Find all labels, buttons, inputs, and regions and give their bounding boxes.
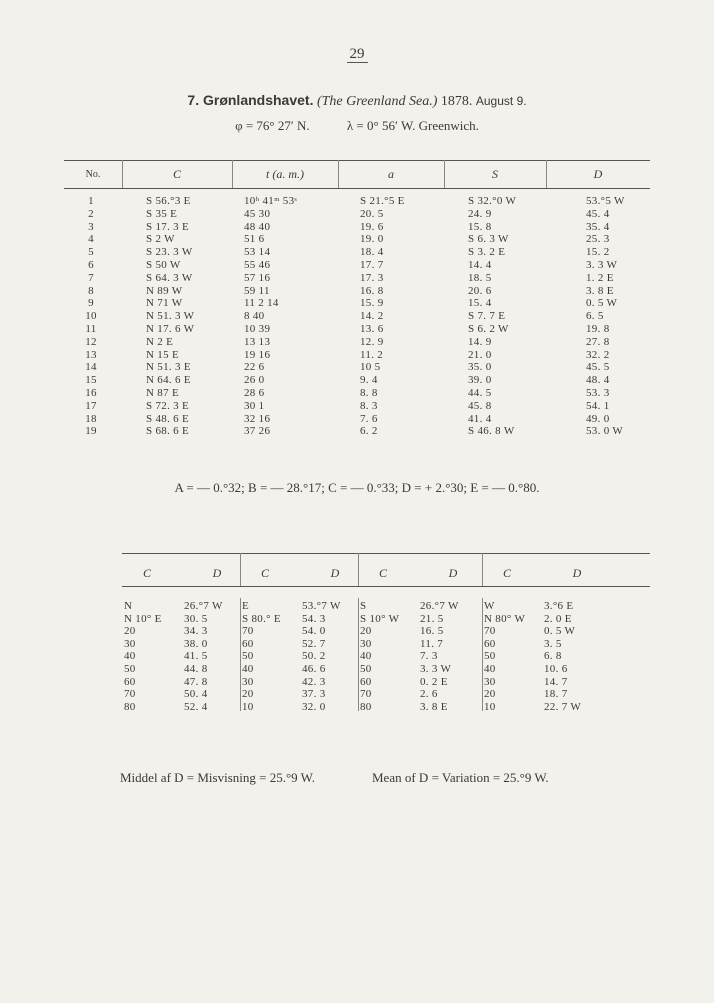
table-cell-a: 11. 2 — [360, 348, 384, 361]
table-cell-s: 39. 0 — [468, 374, 492, 387]
table-cell-no: 19 — [85, 425, 97, 438]
table-cell-no: 4 — [88, 233, 94, 246]
table-cell-c: 40 — [360, 650, 372, 663]
table-cell-d: 26.°7 W — [184, 600, 223, 612]
table-cell-no: 12 — [85, 335, 97, 348]
table-cell-t: 26 0 — [244, 374, 265, 387]
table-cell-t: 32 16 — [244, 412, 271, 425]
table-cell-no: 1 — [88, 195, 94, 207]
table-top-rule — [122, 553, 650, 554]
table-cell-c: 20 — [360, 625, 372, 638]
table-cell-c: S 56.°3 E — [146, 195, 191, 207]
table-cell-d: 45. 5 — [586, 361, 610, 374]
table-cell-c: 60 — [124, 675, 136, 688]
table-cell-a: 19. 6 — [360, 220, 384, 233]
table-cell-a: 16. 8 — [360, 284, 384, 297]
table-header-rule — [64, 188, 650, 189]
table-cell-s: S 3. 2 E — [468, 246, 506, 259]
table-cell-d: 32. 2 — [586, 348, 610, 361]
table-cell-d: 45. 4 — [586, 207, 610, 220]
table-cell-d: 54. 1 — [586, 399, 610, 412]
table-cell-d: 18. 7 — [544, 688, 568, 701]
table-cell-s: S 46. 8 W — [468, 425, 515, 438]
table-cell-s: 14. 4 — [468, 259, 492, 271]
table-cell-c: 30 — [242, 675, 254, 688]
table-cell-c: 60 — [242, 637, 254, 650]
column-header: C — [172, 167, 181, 181]
table-cell-no: 11 — [85, 323, 97, 335]
column-header: S — [492, 167, 498, 181]
table-cell-d: 3. 8 E — [420, 700, 448, 713]
table-cell-s: 20. 6 — [468, 284, 492, 297]
column-header: D — [572, 566, 582, 580]
table-cell-c: 10 — [242, 700, 254, 713]
page-number: 29 — [0, 46, 714, 63]
table-cell-s: 35. 0 — [468, 361, 492, 374]
table-cell-d: 53. 3 — [586, 387, 610, 399]
table-cell-c: 20 — [242, 688, 254, 701]
table-cell-no: 2 — [88, 207, 94, 220]
table-cell-c: 70 — [360, 688, 372, 701]
table-cell-d: 46. 6 — [302, 663, 326, 675]
table-cell-d: 11. 7 — [420, 637, 444, 650]
table-cell-c: S — [360, 600, 367, 612]
table-cell-s: 15. 8 — [468, 220, 492, 233]
table-cell-c: N 87 E — [146, 387, 179, 399]
table-cell-d: 34. 3 — [184, 625, 208, 638]
table-cell-c: 60 — [484, 637, 496, 650]
footer-english: Mean of D = Variation = 25.°9 W. — [372, 770, 549, 785]
table-cell-d: 32. 0 — [302, 700, 326, 713]
table-cell-d: 3. 3 W — [586, 259, 618, 271]
table-cell-no: 9 — [88, 297, 94, 310]
table-cell-s: 44. 5 — [468, 387, 492, 399]
table-cell-d: 42. 3 — [302, 675, 326, 688]
column-header: C — [142, 566, 151, 580]
table-cell-d: 27. 8 — [586, 335, 610, 348]
table-cell-t: 10 39 — [244, 323, 271, 335]
column-header: D — [448, 566, 458, 580]
table-cell-a: S 21.°5 E — [360, 195, 405, 207]
table-cell-no: 8 — [88, 284, 94, 297]
table-cell-t: 19 16 — [244, 348, 271, 361]
table-cell-a: 13. 6 — [360, 323, 384, 335]
table-cell-no: 6 — [88, 259, 94, 271]
table-cell-d: 19. 8 — [586, 323, 610, 335]
table-cell-d: 21. 5 — [420, 612, 444, 625]
table-cell-c: 60 — [360, 675, 372, 688]
coefficients-formula: A = — 0.°32; B = — 28.°17; C = — 0.°33; D = + 2.°30; E = — 0.°80. — [174, 480, 540, 495]
table-cell-c: N 71 W — [146, 297, 183, 310]
table-cell-c: S 17. 3 E — [146, 220, 190, 233]
table-cell-c: 40 — [242, 663, 254, 675]
table-cell-c: 20 — [484, 688, 496, 701]
table-cell-d: 10. 6 — [544, 663, 568, 675]
longitude: λ = 0° 56′ W. Greenwich. — [346, 118, 479, 133]
table-cell-d: 6. 8 — [544, 650, 562, 663]
table-cell-no: 13 — [85, 348, 97, 361]
table-cell-d: 50. 2 — [302, 650, 326, 663]
table-cell-d: 35. 4 — [586, 220, 610, 233]
title-year: 1878. — [440, 94, 473, 109]
table-cell-t: 8 40 — [244, 310, 265, 323]
table-cell-d: 3.°6 E — [544, 600, 574, 612]
table-cell-d: 53. 0 W — [586, 425, 624, 438]
table-cell-c: 50 — [360, 663, 372, 675]
table-cell-a: 14. 2 — [360, 310, 384, 323]
table-cell-c: 80 — [124, 700, 136, 713]
table-cell-no: 17 — [85, 399, 97, 412]
table-cell-c: N 51. 3 E — [146, 361, 191, 374]
table-cell-c: E — [242, 600, 250, 612]
title-english: (The Greenland Sea.) — [316, 94, 438, 109]
table-cell-c: N 80° W — [484, 612, 526, 625]
table-cell-t: 48 40 — [244, 220, 271, 233]
table-cell-a: 20. 5 — [360, 207, 384, 220]
table-cell-c: S 48. 6 E — [146, 412, 190, 425]
table-cell-d: 49. 0 — [586, 412, 610, 425]
table-cell-a: 9. 4 — [360, 374, 378, 387]
table-cell-d: 44. 8 — [184, 663, 208, 675]
table-cell-d: 0. 5 W — [544, 625, 576, 638]
table-cell-s: 24. 9 — [468, 207, 492, 220]
table-cell-s: 15. 4 — [468, 297, 492, 310]
table-cell-d: 0. 5 W — [586, 297, 618, 310]
table-top-rule — [64, 160, 650, 161]
table-cell-d: 25. 3 — [586, 233, 610, 246]
table-cell-c: N 89 W — [146, 284, 183, 297]
column-header: C — [378, 566, 387, 580]
table-cell-c: 40 — [484, 663, 496, 675]
group-divider — [240, 598, 241, 711]
table-cell-c: 10 — [484, 700, 496, 713]
table-cell-c: 30 — [124, 637, 136, 650]
title-date: August 9. — [475, 94, 527, 108]
table-cell-c: 50 — [484, 650, 496, 663]
column-header: D — [212, 566, 222, 580]
table-cell-a: 17. 7 — [360, 259, 384, 271]
table-cell-d: 2. 6 — [420, 688, 438, 701]
table-cell-a: 8. 8 — [360, 387, 378, 399]
page-title — [0, 92, 714, 110]
table-cell-d: 30. 5 — [184, 612, 208, 625]
table-cell-d: 14. 7 — [544, 675, 568, 688]
table-cell-s: 14. 9 — [468, 335, 492, 348]
table-cell-t: 30 1 — [244, 399, 265, 412]
table-cell-c: S 23. 3 W — [146, 246, 193, 259]
table-cell-d: 47. 8 — [184, 675, 208, 688]
table-cell-a: 18. 4 — [360, 246, 384, 259]
table-cell-s: 18. 5 — [468, 271, 492, 284]
table-cell-d: 7. 3 — [420, 650, 438, 663]
table-cell-c: N 64. 6 E — [146, 374, 191, 387]
footer-norwegian: Middel af D = Misvisning = 25.°9 W. — [120, 770, 316, 785]
table-cell-c: W — [484, 600, 495, 612]
table-cell-d: 0. 2 E — [420, 675, 448, 688]
table-cell-c: N 2 E — [146, 335, 174, 348]
table-cell-d: 53.°5 W — [586, 195, 625, 207]
table-cell-t: 51 6 — [244, 233, 265, 246]
table-header-rule — [122, 586, 650, 587]
table-cell-d: 52. 4 — [184, 700, 208, 713]
table-cell-d: 2. 0 E — [544, 612, 572, 625]
table-cell-d: 1. 2 E — [586, 271, 614, 284]
table-cell-c: N 15 E — [146, 348, 179, 361]
table-cell-a: 12. 9 — [360, 335, 384, 348]
table-cell-c: 70 — [242, 625, 254, 638]
table-cell-d: 50. 4 — [184, 688, 208, 701]
table-cell-t: 57 16 — [244, 271, 271, 284]
table-cell-d: 26.°7 W — [420, 600, 459, 612]
coordinates — [0, 118, 714, 134]
table-cell-c: 50 — [242, 650, 254, 663]
table-cell-c: S 2 W — [146, 233, 175, 246]
table-cell-t: 28 6 — [244, 387, 265, 399]
table-cell-no: 18 — [85, 412, 97, 425]
table-cell-c: N — [124, 600, 133, 612]
table-cell-t: 59 11 — [244, 284, 270, 297]
table-cell-s: S 6. 2 W — [468, 323, 509, 335]
table-cell-c: S 50 W — [146, 259, 181, 271]
column-header: D — [593, 167, 603, 181]
table-cell-no: 3 — [88, 220, 94, 233]
table-cell-c: 70 — [124, 688, 136, 701]
table-cell-d: 52. 7 — [302, 637, 326, 650]
table-cell-c: S 64. 3 W — [146, 271, 193, 284]
column-header: No. — [85, 169, 101, 180]
table-cell-d: 53.°7 W — [302, 600, 341, 612]
table-cell-t: 10ʰ 41ᵐ 53ˢ — [244, 195, 298, 207]
table-cell-c: 30 — [484, 675, 496, 688]
table-cell-d: 54. 0 — [302, 625, 326, 638]
table-cell-c: 80 — [360, 700, 372, 713]
table-cell-c: 50 — [124, 663, 136, 675]
table-cell-s: 41. 4 — [468, 412, 492, 425]
table-cell-s: S 7. 7 E — [468, 310, 506, 323]
table-cell-a: 8. 3 — [360, 399, 378, 412]
table-cell-t: 22 6 — [244, 361, 265, 374]
table-cell-d: 3. 8 E — [586, 284, 614, 297]
table-cell-c: N 17. 6 W — [146, 323, 195, 335]
table-cell-no: 7 — [88, 271, 94, 284]
table-cell-d: 54. 3 — [302, 612, 326, 625]
table-cell-s: 21. 0 — [468, 348, 492, 361]
table-cell-d: 6. 5 — [586, 310, 604, 323]
table-cell-t: 11 2 14 — [244, 297, 279, 310]
table-cell-t: 53 14 — [244, 246, 271, 259]
table-cell-a: 17. 3 — [360, 271, 384, 284]
latitude: φ = 76° 27′ N. — [235, 118, 310, 133]
table-cell-a: 6. 2 — [360, 425, 378, 438]
table-cell-c: N 10° E — [124, 612, 162, 625]
table-cell-c: S 72. 3 E — [146, 399, 190, 412]
table-cell-no: 15 — [85, 374, 97, 387]
table-cell-no: 10 — [85, 310, 97, 323]
table-cell-c: 30 — [360, 637, 372, 650]
table-cell-d: 38. 0 — [184, 637, 208, 650]
table-cell-d: 22. 7 W — [544, 700, 582, 713]
table-cell-c: S 68. 6 E — [146, 425, 190, 438]
table-cell-no: 5 — [88, 246, 94, 259]
title-main: 7. Grønlandshavet. — [187, 92, 314, 108]
table-cell-a: 19. 0 — [360, 233, 384, 246]
table-cell-d: 16. 5 — [420, 625, 444, 638]
group-divider — [358, 598, 359, 711]
table-cell-no: 16 — [85, 387, 97, 399]
table-cell-c: S 80.° E — [242, 612, 281, 625]
table-cell-c: 40 — [124, 650, 136, 663]
table-cell-d: 3. 3 W — [420, 663, 452, 675]
table-cell-a: 15. 9 — [360, 297, 384, 310]
table-cell-t: 55 46 — [244, 259, 271, 271]
table-cell-s: S 6. 3 W — [468, 233, 509, 246]
table-cell-c: 70 — [484, 625, 496, 638]
column-header: a — [388, 167, 394, 181]
column-header: C — [502, 566, 511, 580]
table-cell-d: 15. 2 — [586, 246, 610, 259]
table-cell-s: 45. 8 — [468, 399, 492, 412]
column-header: t (a. m.) — [266, 167, 304, 181]
table-cell-a: 7. 6 — [360, 412, 378, 425]
table-cell-c: N 51. 3 W — [146, 310, 195, 323]
table-cell-d: 37. 3 — [302, 688, 326, 701]
table-cell-t: 13 13 — [244, 335, 271, 348]
table-cell-t: 37 26 — [244, 425, 271, 438]
table-cell-c: S 10° W — [360, 612, 400, 625]
table-cell-c: 20 — [124, 625, 136, 638]
table-cell-d: 3. 5 — [544, 637, 562, 650]
table-cell-d: 48. 4 — [586, 374, 610, 387]
group-divider — [482, 598, 483, 711]
column-header: C — [260, 566, 269, 580]
table-cell-a: 10 5 — [360, 361, 381, 374]
column-header: D — [330, 566, 340, 580]
table-cell-d: 41. 5 — [184, 650, 208, 663]
table-cell-no: 14 — [85, 361, 97, 374]
table-cell-t: 45 30 — [244, 207, 271, 220]
table-cell-s: S 32.°0 W — [468, 195, 517, 207]
table-cell-c: S 35 E — [146, 207, 178, 220]
